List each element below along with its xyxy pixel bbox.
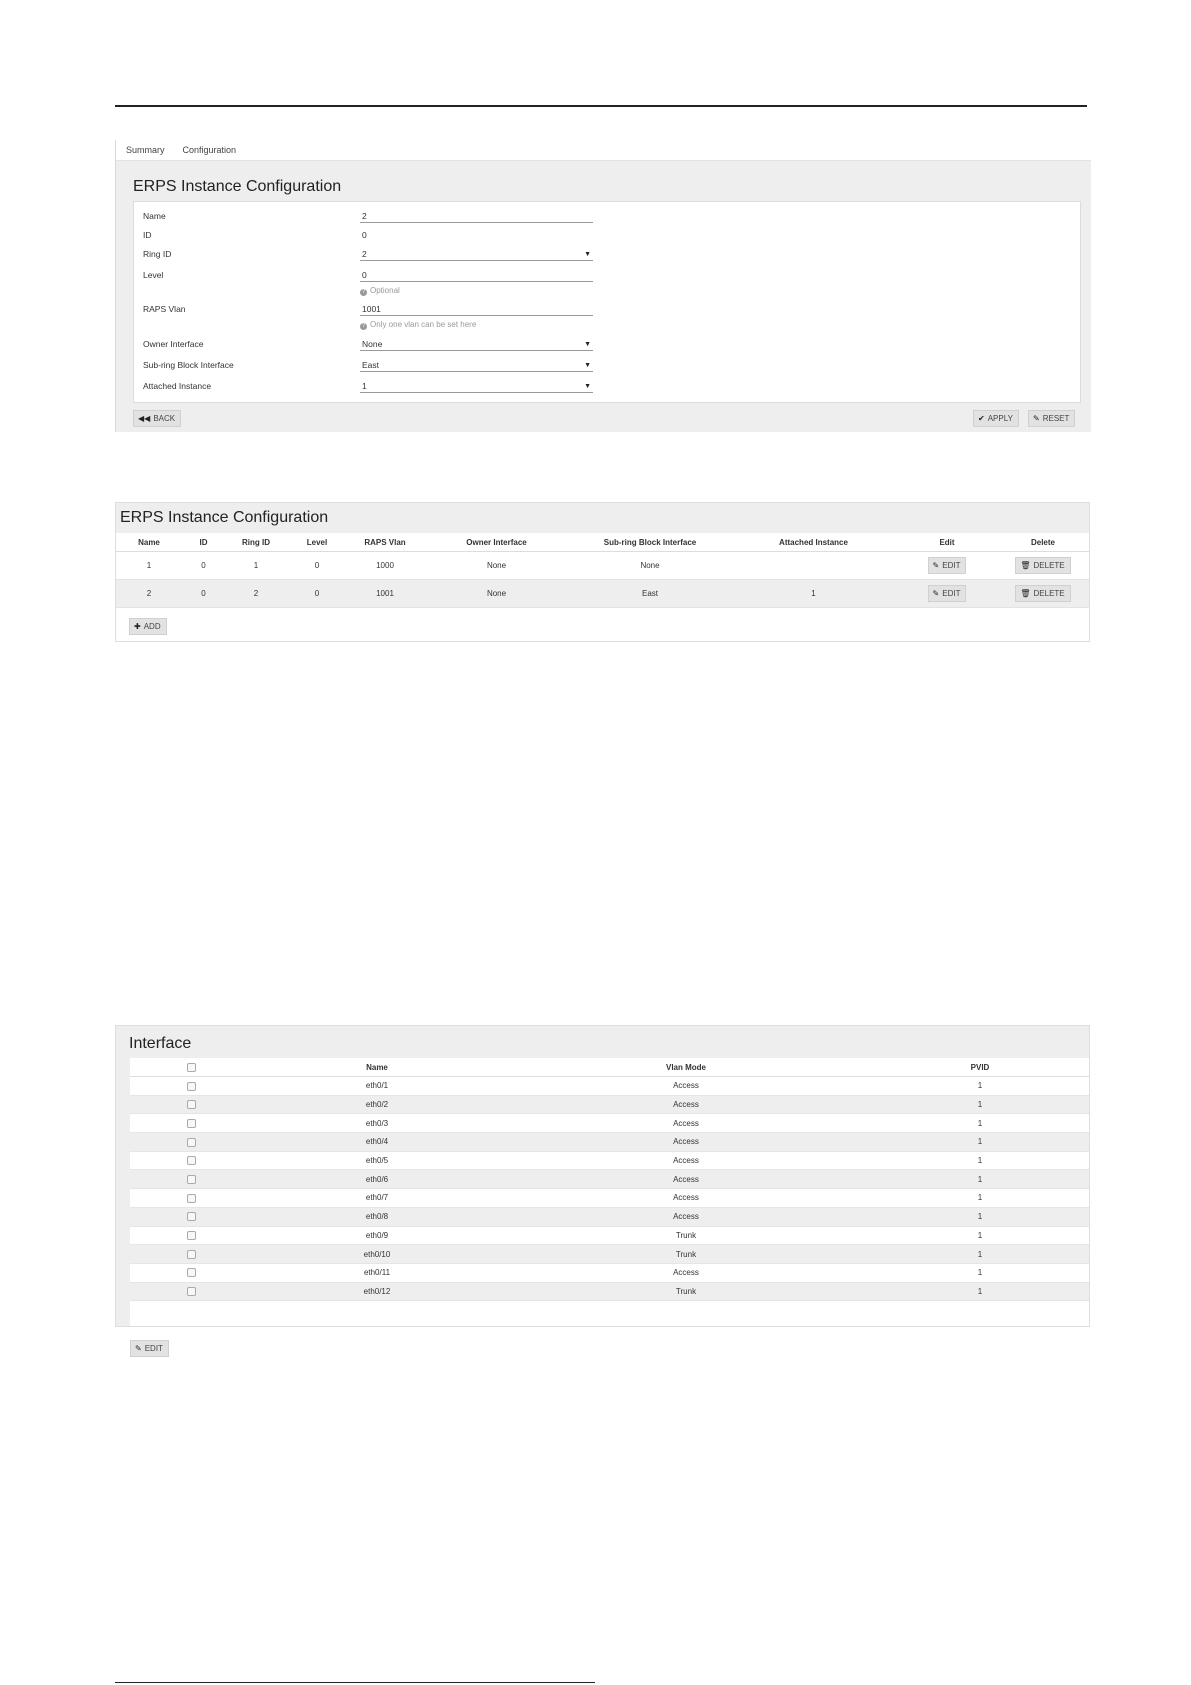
row-checkbox[interactable] <box>187 1082 196 1091</box>
cell-pvid: 1 <box>871 1170 1089 1189</box>
col-header-name: Name <box>253 1058 501 1077</box>
checkbox-cell <box>130 1207 253 1226</box>
edit-button[interactable] <box>928 557 967 574</box>
col-header-attached-instance: Attached Instance <box>730 533 897 552</box>
attached-instance-label: Attached Instance <box>143 381 212 391</box>
reset-button[interactable] <box>1028 410 1075 427</box>
table-row <box>130 1282 1089 1301</box>
cell-owner-interface: None <box>423 580 570 608</box>
caret-down-icon: ▼ <box>584 383 591 390</box>
subring-block-select[interactable] <box>360 360 593 372</box>
caret-down-icon: ▼ <box>584 251 591 258</box>
question-circle-icon: ? <box>361 323 366 329</box>
raps-vlan-hint <box>360 320 476 330</box>
table-row <box>130 1207 1089 1226</box>
ring-id-selected-value: 2 <box>362 249 367 259</box>
checkbox-cell <box>130 1226 253 1245</box>
trash-icon: 🗑 <box>1020 589 1031 598</box>
col-header-raps-vlan: RAPS Vlan <box>347 533 423 552</box>
interface-edit-button[interactable] <box>130 1340 169 1357</box>
col-header-subring-block: Sub-ring Block Interface <box>570 533 730 552</box>
level-label: Level <box>143 270 164 280</box>
table-row <box>130 1095 1089 1114</box>
reset-label: RESET <box>1042 414 1070 423</box>
cell-pvid: 1 <box>871 1114 1089 1133</box>
table-row <box>130 1114 1089 1133</box>
row-checkbox[interactable] <box>187 1175 196 1184</box>
tab-summary[interactable]: Summary <box>126 145 165 155</box>
row-checkbox[interactable] <box>187 1138 196 1147</box>
interface-card <box>130 1058 1089 1353</box>
cell-raps-vlan: 1000 <box>347 552 423 580</box>
delete-button[interactable] <box>1015 585 1070 602</box>
instances-header-row <box>116 533 1089 552</box>
cell-pvid: 1 <box>871 1151 1089 1170</box>
instances-panel-title: ERPS Instance Configuration <box>120 509 329 526</box>
col-header-vlan-mode: Vlan Mode <box>501 1058 871 1077</box>
level-hint-text: Optional <box>370 286 400 295</box>
checkbox-cell <box>130 1151 253 1170</box>
cell-vlan-mode: Access <box>501 1151 871 1170</box>
checkbox-cell <box>130 1282 253 1301</box>
cell-edit <box>897 552 997 580</box>
tab-bar <box>116 140 1091 161</box>
cell-vlan-mode: Trunk <box>501 1226 871 1245</box>
ring-id-label: Ring ID <box>143 249 172 259</box>
interface-panel <box>115 1025 1090 1353</box>
interface-panel-title: Interface <box>129 1035 192 1052</box>
instances-panel <box>115 502 1090 642</box>
edit-button[interactable] <box>928 585 967 602</box>
row-checkbox[interactable] <box>187 1156 196 1165</box>
pencil-icon: ✎ <box>932 589 940 598</box>
cell-owner-interface: None <box>423 552 570 580</box>
owner-interface-select[interactable] <box>360 339 593 351</box>
cell-subring-block: East <box>570 580 730 608</box>
ring-id-select[interactable] <box>360 249 593 261</box>
cell-edit <box>897 580 997 608</box>
cell-name: eth0/5 <box>253 1151 501 1170</box>
col-header-pvid: PVID <box>871 1058 1089 1077</box>
cell-pvid: 1 <box>871 1245 1089 1264</box>
cell-name: eth0/2 <box>253 1095 501 1114</box>
row-checkbox[interactable] <box>187 1250 196 1259</box>
cell-attached-instance: 1 <box>730 580 897 608</box>
row-checkbox[interactable] <box>187 1119 196 1128</box>
page-bottom-rule <box>115 1682 595 1683</box>
check-icon: ✔ <box>978 414 985 423</box>
cell-attached-instance <box>730 552 897 580</box>
cell-vlan-mode: Access <box>501 1189 871 1208</box>
row-checkbox[interactable] <box>187 1100 196 1109</box>
cell-name: eth0/12 <box>253 1282 501 1301</box>
col-header-ring-id: Ring ID <box>225 533 287 552</box>
cell-subring-block: None <box>570 552 730 580</box>
cell-name: eth0/10 <box>253 1245 501 1264</box>
trash-icon: 🗑 <box>1020 561 1031 570</box>
back-button[interactable] <box>133 410 181 427</box>
col-header-id: ID <box>182 533 225 552</box>
interface-edit-label: EDIT <box>144 1344 163 1353</box>
checkbox-cell <box>130 1133 253 1152</box>
select-all-cell <box>130 1058 253 1077</box>
cell-level: 0 <box>287 552 347 580</box>
plus-icon: ✚ <box>134 622 141 631</box>
attached-instance-select[interactable] <box>360 381 593 393</box>
cell-name: eth0/3 <box>253 1114 501 1133</box>
checkbox-cell <box>130 1077 253 1096</box>
cell-pvid: 1 <box>871 1189 1089 1208</box>
caret-down-icon: ▼ <box>584 362 591 369</box>
row-checkbox[interactable] <box>187 1212 196 1221</box>
subring-block-selected-value: East <box>362 360 380 370</box>
edit-label: EDIT <box>942 589 961 598</box>
cell-name: eth0/1 <box>253 1077 501 1096</box>
double-back-icon: ◀◀ <box>138 414 151 423</box>
pencil-icon: ✎ <box>932 561 940 570</box>
cell-delete <box>997 552 1089 580</box>
row-checkbox[interactable] <box>187 1194 196 1203</box>
name-label: Name <box>143 211 166 221</box>
cell-pvid: 1 <box>871 1207 1089 1226</box>
instances-card <box>116 533 1089 641</box>
table-row <box>130 1170 1089 1189</box>
cell-level: 0 <box>287 580 347 608</box>
table-row <box>130 1133 1089 1152</box>
config-panel <box>115 140 1091 432</box>
cell-name: eth0/9 <box>253 1226 501 1245</box>
cell-vlan-mode: Access <box>501 1207 871 1226</box>
back-label: BACK <box>153 414 176 423</box>
cell-name: eth0/6 <box>253 1170 501 1189</box>
table-row <box>130 1077 1089 1096</box>
cell-id: 0 <box>182 552 225 580</box>
checkbox-cell <box>130 1189 253 1208</box>
cell-pvid: 1 <box>871 1095 1089 1114</box>
delete-label: DELETE <box>1033 561 1065 570</box>
raps-vlan-hint-text: Only one vlan can be set here <box>370 320 477 329</box>
raps-vlan-label: RAPS Vlan <box>143 304 186 314</box>
cell-ring-id: 1 <box>225 552 287 580</box>
cell-vlan-mode: Access <box>501 1170 871 1189</box>
caret-down-icon: ▼ <box>584 341 591 348</box>
col-header-delete: Delete <box>997 533 1089 552</box>
col-header-level: Level <box>287 533 347 552</box>
delete-label: DELETE <box>1033 589 1065 598</box>
eraser-icon: ✎ <box>1033 414 1040 423</box>
cell-vlan-mode: Access <box>501 1263 871 1282</box>
cell-vlan-mode: Trunk <box>501 1245 871 1264</box>
name-input[interactable]: 2 <box>360 211 593 223</box>
table-row <box>116 552 1089 580</box>
table-row <box>130 1263 1089 1282</box>
raps-vlan-input[interactable]: 1001 <box>360 304 593 316</box>
apply-button[interactable] <box>973 410 1019 427</box>
col-header-edit: Edit <box>897 533 997 552</box>
table-row <box>130 1226 1089 1245</box>
col-header-name: Name <box>116 533 182 552</box>
owner-interface-label: Owner Interface <box>143 339 204 349</box>
row-checkbox[interactable] <box>187 1268 196 1277</box>
cell-name: eth0/4 <box>253 1133 501 1152</box>
cell-pvid: 1 <box>871 1133 1089 1152</box>
cell-delete <box>997 580 1089 608</box>
cell-pvid: 1 <box>871 1282 1089 1301</box>
table-row <box>130 1151 1089 1170</box>
checkbox-cell <box>130 1263 253 1282</box>
cell-vlan-mode: Trunk <box>501 1282 871 1301</box>
row-checkbox[interactable] <box>187 1231 196 1240</box>
pencil-icon: ✎ <box>135 1344 142 1353</box>
cell-vlan-mode: Access <box>501 1095 871 1114</box>
cell-pvid: 1 <box>871 1263 1089 1282</box>
apply-label: APPLY <box>987 414 1013 423</box>
row-checkbox[interactable] <box>187 1287 196 1296</box>
cell-vlan-mode: Access <box>501 1077 871 1096</box>
add-button[interactable] <box>129 618 167 635</box>
id-label: ID <box>143 230 152 240</box>
id-value: 0 <box>362 230 367 240</box>
cell-pvid: 1 <box>871 1077 1089 1096</box>
checkbox-cell <box>130 1245 253 1264</box>
cell-pvid: 1 <box>871 1226 1089 1245</box>
config-panel-title: ERPS Instance Configuration <box>133 178 342 195</box>
cell-name: eth0/11 <box>253 1263 501 1282</box>
cell-name: eth0/8 <box>253 1207 501 1226</box>
table-row <box>116 580 1089 608</box>
cell-vlan-mode: Access <box>501 1114 871 1133</box>
checkbox-cell <box>130 1095 253 1114</box>
page-top-rule <box>115 105 1087 107</box>
cell-id: 0 <box>182 580 225 608</box>
col-header-owner-interface: Owner Interface <box>423 533 570 552</box>
edit-label: EDIT <box>942 561 961 570</box>
select-all-checkbox[interactable] <box>187 1063 196 1072</box>
table-row <box>130 1245 1089 1264</box>
cell-ring-id: 2 <box>225 580 287 608</box>
config-panel-body <box>116 161 1091 432</box>
level-hint <box>360 286 400 296</box>
cell-name: 2 <box>116 580 182 608</box>
interface-table <box>130 1058 1089 1301</box>
cell-name: 1 <box>116 552 182 580</box>
owner-interface-selected-value: None <box>362 339 383 349</box>
config-form <box>133 201 1081 403</box>
add-label: ADD <box>143 622 161 631</box>
checkbox-cell <box>130 1170 253 1189</box>
delete-button[interactable] <box>1015 557 1070 574</box>
question-circle-icon: ? <box>361 289 366 295</box>
checkbox-cell <box>130 1114 253 1133</box>
cell-vlan-mode: Access <box>501 1133 871 1152</box>
instances-table <box>116 533 1089 608</box>
subring-block-label: Sub-ring Block Interface <box>143 360 234 370</box>
table-row <box>130 1189 1089 1208</box>
level-input[interactable]: 0 <box>360 270 593 282</box>
attached-instance-selected-value: 1 <box>362 381 367 391</box>
interface-header-row <box>130 1058 1089 1077</box>
cell-name: eth0/7 <box>253 1189 501 1208</box>
cell-raps-vlan: 1001 <box>347 580 423 608</box>
tab-configuration[interactable]: Configuration <box>182 145 237 155</box>
